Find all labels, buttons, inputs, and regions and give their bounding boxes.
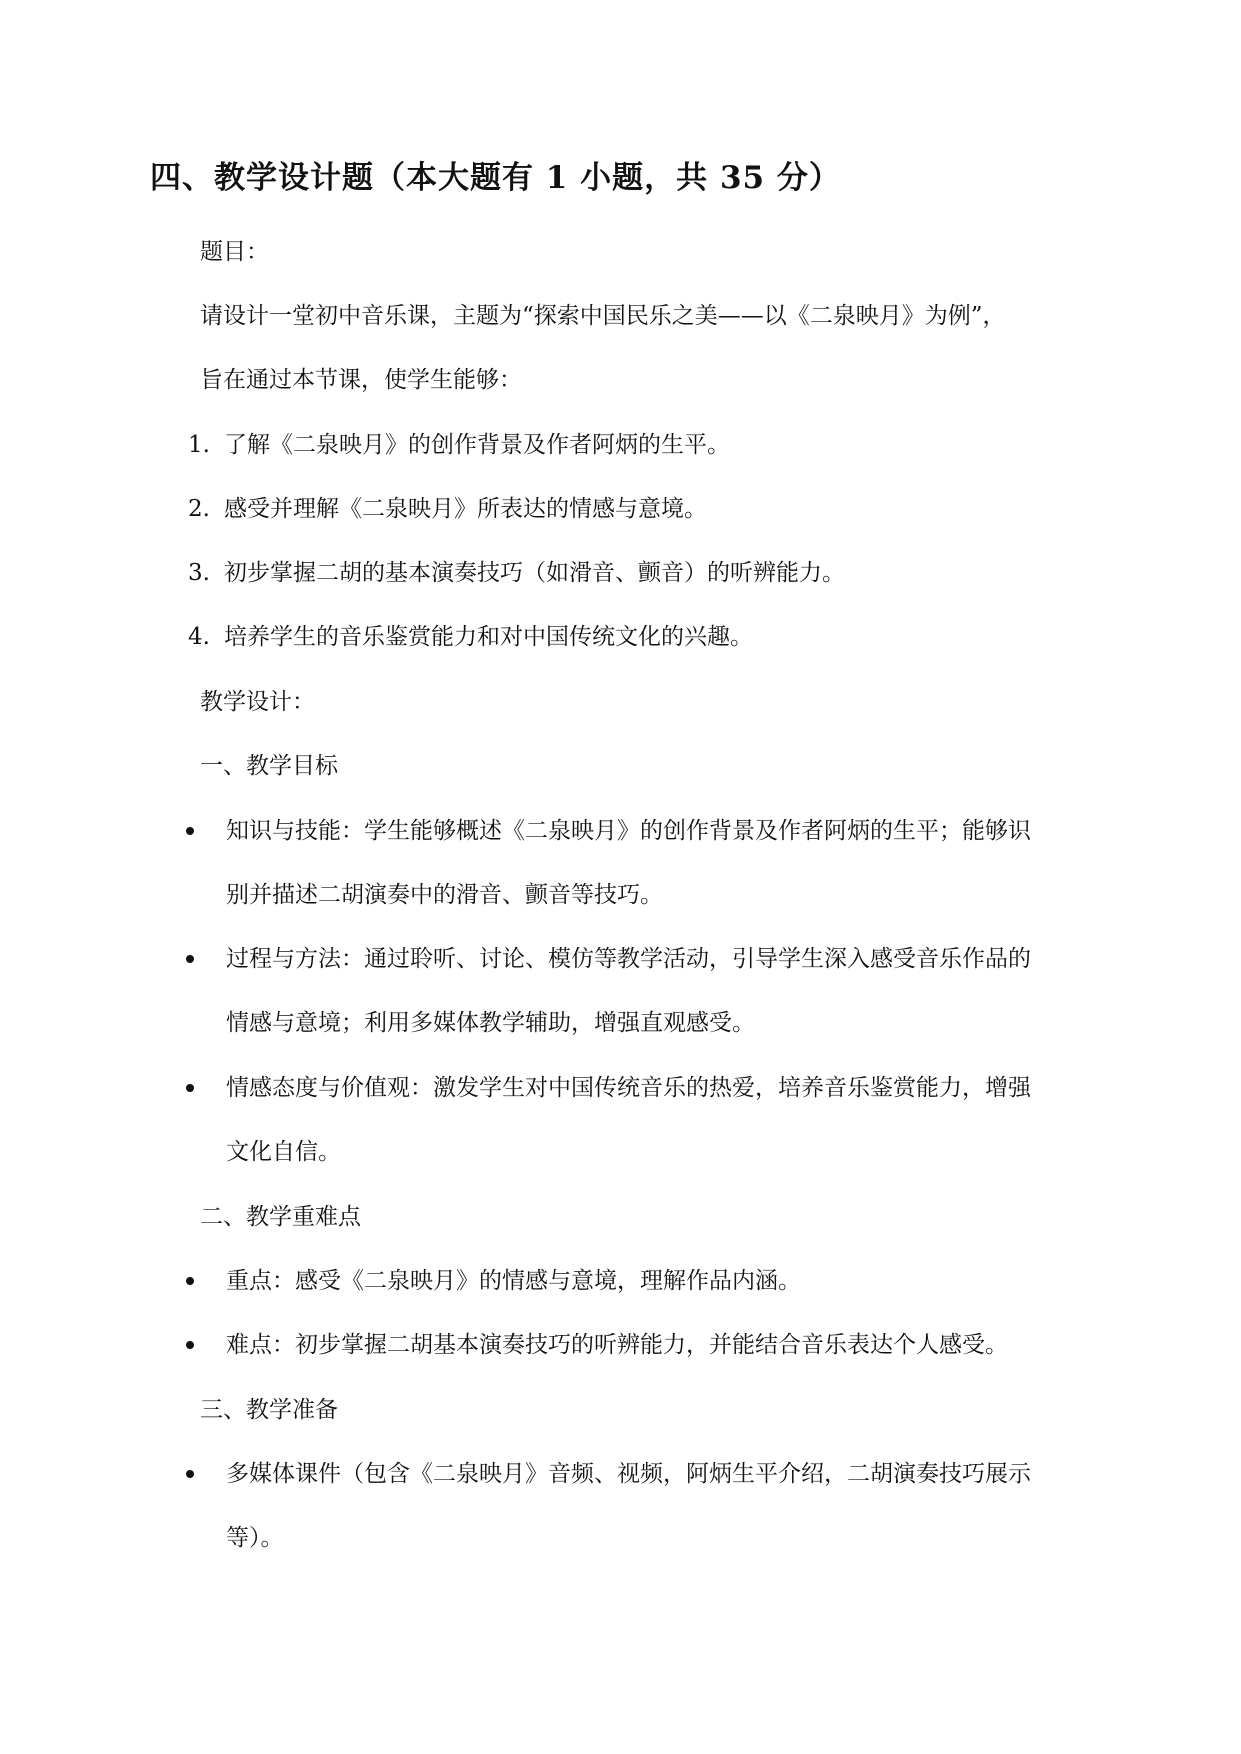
bullet-dot — [186, 955, 194, 963]
bullet-dot — [186, 827, 194, 835]
objective-number: 4. — [188, 624, 210, 650]
part3-item-line-2: 等）。 — [226, 1525, 284, 1551]
objective-text: 感受并理解《二泉映月》所表达的情感与意境。 — [224, 496, 707, 522]
part1-title: 一、教学目标 — [200, 753, 338, 779]
part2-title: 二、教学重难点 — [200, 1204, 361, 1230]
objective-text: 初步掌握二胡的基本演奏技巧（如滑音、颤音）的听辨能力。 — [224, 560, 845, 586]
bullet-dot — [186, 1084, 194, 1092]
part3-title: 三、教学准备 — [200, 1397, 338, 1423]
part1-item-line-1: 知识与技能：学生能够概述《二泉映月》的创作背景及作者阿炳的生平；能够识 — [226, 818, 1031, 844]
objective-number: 1. — [188, 432, 210, 458]
design-label: 教学设计： — [200, 689, 315, 715]
part1-item-line-2: 别并描述二胡演奏中的滑音、颤音等技巧。 — [226, 882, 663, 908]
bullet-dot — [186, 1470, 194, 1478]
objective-number: 2. — [188, 496, 210, 522]
objective-text: 了解《二泉映月》的创作背景及作者阿炳的生平。 — [224, 432, 730, 458]
objective-item — [188, 494, 707, 524]
part1-item-line-2: 情感与意境；利用多媒体教学辅助，增强直观感受。 — [226, 1010, 755, 1036]
objective-item — [188, 558, 845, 588]
part1-item-line-1: 情感态度与价值观：激发学生对中国传统音乐的热爱，培养音乐鉴赏能力，增强 — [226, 1075, 1031, 1101]
section-heading: 四、教学设计题（本大题有 1 小题，共 35 分） — [150, 160, 841, 196]
objective-text: 培养学生的音乐鉴赏能力和对中国传统文化的兴趣。 — [224, 624, 753, 650]
objective-number: 3. — [188, 560, 210, 586]
objective-item — [188, 430, 730, 460]
question-intro-line-2: 旨在通过本节课，使学生能够： — [200, 367, 522, 393]
bullet-dot — [186, 1277, 194, 1285]
part2-item: 难点：初步掌握二胡基本演奏技巧的听辨能力，并能结合音乐表达个人感受。 — [226, 1332, 1008, 1358]
question-label: 题目： — [200, 239, 269, 265]
bullet-dot — [186, 1341, 194, 1349]
part1-item-line-2: 文化自信。 — [226, 1139, 341, 1165]
part2-item: 重点：感受《二泉映月》的情感与意境，理解作品内涵。 — [226, 1268, 801, 1294]
objective-item — [188, 622, 753, 652]
part1-item-line-1: 过程与方法：通过聆听、讨论、模仿等教学活动，引导学生深入感受音乐作品的 — [226, 946, 1031, 972]
question-intro-line-1: 请设计一堂初中音乐课，主题为“探索中国民乐之美——以《二泉映月》为例”， — [200, 303, 1006, 329]
part3-item-line-1: 多媒体课件（包含《二泉映月》音频、视频，阿炳生平介绍，二胡演奏技巧展示 — [226, 1461, 1031, 1487]
